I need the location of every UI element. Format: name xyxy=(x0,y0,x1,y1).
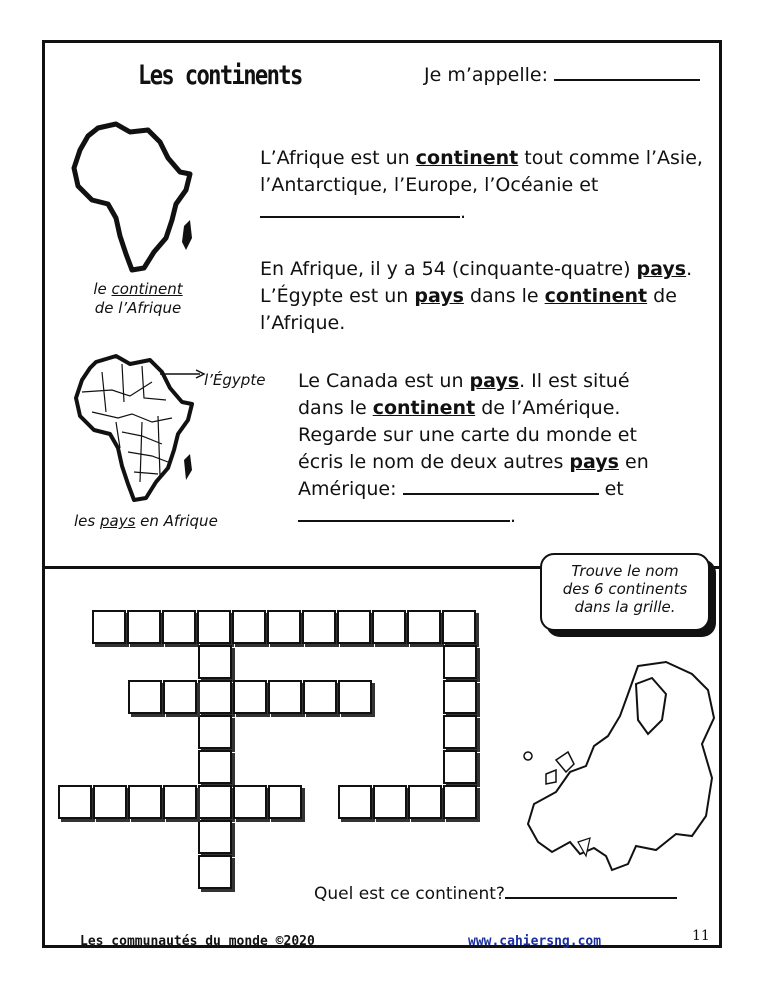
crossword-cell[interactable] xyxy=(163,680,197,714)
crossword-cell[interactable] xyxy=(442,610,476,644)
crossword-cell[interactable] xyxy=(162,610,196,644)
crossword-cell[interactable] xyxy=(303,680,337,714)
crossword-cell[interactable] xyxy=(408,785,442,819)
crossword-cell[interactable] xyxy=(373,785,407,819)
crossword-cell[interactable] xyxy=(198,680,232,714)
crossword-cell[interactable] xyxy=(127,610,161,644)
footer-credit: Les communautés du monde ©2020 xyxy=(80,934,315,949)
crossword-cell[interactable] xyxy=(198,785,232,819)
page-number: 11 xyxy=(692,928,710,944)
crossword-cell[interactable] xyxy=(302,610,336,644)
crossword-cell[interactable] xyxy=(128,785,162,819)
crossword-cell[interactable] xyxy=(92,610,126,644)
crossword-cell[interactable] xyxy=(128,680,162,714)
crossword-cell[interactable] xyxy=(443,645,477,679)
name-blank[interactable] xyxy=(554,79,700,81)
crossword-cell[interactable] xyxy=(372,610,406,644)
crossword-cell[interactable] xyxy=(233,785,267,819)
crossword-cell[interactable] xyxy=(337,610,371,644)
egypt-label: l’Égypte xyxy=(204,371,266,389)
footer-url[interactable]: www.cahiersng.com xyxy=(468,934,602,949)
continent-answer-blank[interactable] xyxy=(260,216,460,218)
africa-outline-map xyxy=(68,120,198,275)
crossword-cell[interactable] xyxy=(268,680,302,714)
africa-caption: le continent de l’Afrique xyxy=(93,280,183,317)
country-answer-blank-2[interactable] xyxy=(298,520,510,522)
canada-paragraph: Le Canada est un pays. Il est situé dans le continent de l’Amérique. Regarde sur une carte du monde et écris le nom de deux autres pays en Amérique: et . xyxy=(298,370,649,527)
page-title: Les continents xyxy=(138,60,302,91)
crossword-cell[interactable] xyxy=(198,820,232,854)
country-answer-blank-1[interactable] xyxy=(403,493,599,495)
crossword-cell[interactable] xyxy=(58,785,92,819)
europe-answer-blank[interactable] xyxy=(505,897,677,899)
countries-caption: les pays en Afrique xyxy=(74,512,218,530)
europe-map xyxy=(516,660,722,882)
crossword-cell[interactable] xyxy=(443,750,477,784)
countries-paragraph: En Afrique, il y a 54 (cinquante-quatre) pays. L’Égypte est un pays dans le continent de l’Afrique. xyxy=(260,258,693,334)
crossword-cell[interactable] xyxy=(198,855,232,889)
crossword-cell[interactable] xyxy=(198,715,232,749)
crossword-cell[interactable] xyxy=(163,785,197,819)
crossword-cell[interactable] xyxy=(198,750,232,784)
crossword-cell[interactable] xyxy=(338,785,372,819)
name-field[interactable] xyxy=(424,64,700,86)
crossword-cell[interactable] xyxy=(198,645,232,679)
crossword-cell[interactable] xyxy=(197,610,231,644)
crossword-cell[interactable] xyxy=(268,785,302,819)
name-prompt: Je m’appelle: xyxy=(424,64,548,86)
crossword-cell[interactable] xyxy=(443,785,477,819)
crossword-cell[interactable] xyxy=(232,610,266,644)
question-line: Quel est ce continent? xyxy=(314,884,677,904)
africa-paragraph: L’Afrique est un continent tout comme l’Asie, l’Antarctique, l’Europe, l’Océanie et . xyxy=(260,147,703,223)
crossword-cell[interactable] xyxy=(338,680,372,714)
crossword-cell[interactable] xyxy=(443,715,477,749)
crossword-cell[interactable] xyxy=(93,785,127,819)
crossword-cell[interactable] xyxy=(443,680,477,714)
instruction-callout: Trouve le nom des 6 continents dans la grille. xyxy=(540,553,710,631)
crossword-cell[interactable] xyxy=(407,610,441,644)
crossword-cell[interactable] xyxy=(267,610,301,644)
crossword-cell[interactable] xyxy=(233,680,267,714)
